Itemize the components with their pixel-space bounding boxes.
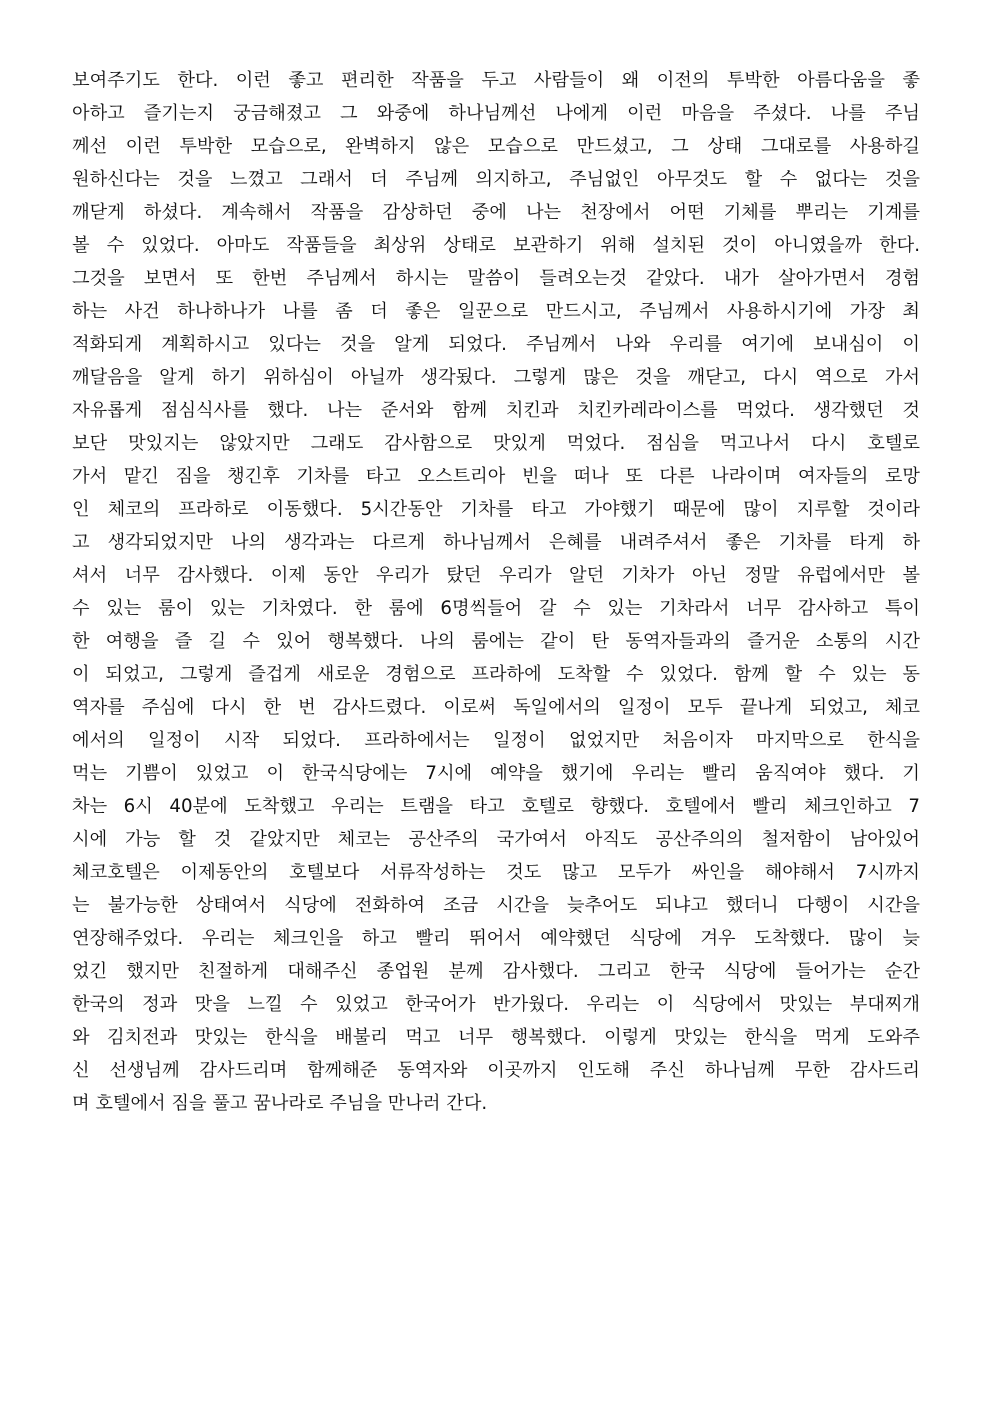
text-line: 한 여행을 즐 길 수 있어 행복했다. 나의 룸에는 같이 탄 동역자들과의 즐거운 소통의 시간	[72, 631, 920, 652]
text-line: 가서 맡긴 짐을 챙긴후 기차를 타고 오스트리아 빈을 떠나 또 다른 나라이며 여자들의 로망	[72, 466, 920, 487]
text-line: 는 불가능한 상태여서 식당에 전화하여 조금 시간을 늦추어도 되냐고 했더니 다행이 시간을	[72, 895, 920, 916]
text-line: 아하고 즐기는지 궁금해졌고 그 와중에 하나님께선 나에게 이런 마음을 주셨다. 나를 주님	[72, 103, 920, 124]
text-line: 깨닫게 하셨다. 계속해서 작품을 감상하던 중에 나는 천장에서 어떤 기체를 뿌리는 기계를	[72, 202, 920, 223]
text-line: 고 생각되었지만 나의 생각과는 다르게 하나님께서 은혜를 내려주셔서 좋은 기차를 타게 하	[72, 532, 920, 553]
text-line: 이 되었고, 그렇게 즐겁게 새로운 경험으로 프라하에 도착할 수 있었다. 함께 할 수 있는 동	[72, 664, 920, 685]
text-line: 적화되게 계획하시고 있다는 것을 알게 되었다. 주님께서 나와 우리를 여기에 보내심이 이	[72, 334, 920, 355]
text-line: 신 선생님께 감사드리며 함께해준 동역자와 이곳까지 인도해 주신 하나님께 무한 감사드리	[72, 1060, 920, 1081]
body-text	[72, 64, 920, 1120]
text-line: 보여주기도 한다. 이런 좋고 편리한 작품을 두고 사람들이 왜 이전의 투박한 아름다움을 좋	[72, 70, 920, 91]
text-line: 었긴 했지만 친절하게 대해주신 종업원 분께 감사했다. 그리고 한국 식당에 들어가는 순간	[72, 961, 920, 982]
text-line: 수 있는 룸이 있는 기차였다. 한 룸에 6명씩들어 갈 수 있는 기차라서 너무 감사하고 특이	[72, 598, 920, 619]
text-line: 자유롭게 점심식사를 했다. 나는 준서와 함께 치킨과 치킨카레라이스를 먹었다. 생각했던 것	[72, 400, 920, 421]
text-line: 와 김치전과 맛있는 한식을 배불리 먹고 너무 행복했다. 이렇게 맛있는 한식을 먹게 도와주	[72, 1027, 920, 1048]
text-line: 체코호텔은 이제동안의 호텔보다 서류작성하는 것도 많고 모두가 싸인을 해야해서 7시까지	[72, 862, 920, 883]
text-line: 차는 6시 40분에 도착했고 우리는 트램을 타고 호텔로 향했다. 호텔에서 빨리 체크인하고 7	[72, 796, 920, 817]
text-line: 하는 사건 하나하나가 나를 좀 더 좋은 일꾼으로 만드시고, 주님께서 사용하시기에 가장 최	[72, 301, 920, 322]
text-line: 볼 수 있었다. 아마도 작품들을 최상위 상태로 보관하기 위해 설치된 것이 아니였을까 한다.	[72, 235, 920, 256]
text-line: 셔서 너무 감사했다. 이제 동안 우리가 탔던 우리가 알던 기차가 아닌 정말 유럽에서만 볼	[72, 565, 920, 586]
text-line: 보단 맛있지는 않았지만 그래도 감사함으로 맛있게 먹었다. 점심을 먹고나서 다시 호텔로	[72, 433, 920, 454]
text-line: 먹는 기쁨이 있었고 이 한국식당에는 7시에 예약을 했기에 우리는 빨리 움직여야 했다. 기	[72, 763, 920, 784]
text-line: 연장해주었다. 우리는 체크인을 하고 빨리 뛰어서 예약했던 식당에 겨우 도착했다. 많이 늦	[72, 928, 920, 949]
text-line: 께선 이런 투박한 모습으로, 완벽하지 않은 모습으로 만드셨고, 그 상태 그대로를 사용하길	[72, 136, 920, 157]
text-line: 며 호텔에서 짐을 풀고 꿈나라로 주님을 만나러 간다.	[72, 1093, 488, 1114]
text-line: 깨달음을 알게 하기 위하심이 아닐까 생각됬다. 그렇게 많은 것을 깨닫고, 다시 역으로 가서	[72, 367, 920, 388]
text-line: 한국의 정과 맛을 느낄 수 있었고 한국어가 반가웠다. 우리는 이 식당에서 맛있는 부대찌개	[72, 994, 920, 1015]
text-line: 원하신다는 것을 느꼈고 그래서 더 주님께 의지하고, 주님없인 아무것도 할 수 없다는 것을	[72, 169, 920, 190]
text-line: 역자를 주심에 다시 한 번 감사드렸다. 이로써 독일에서의 일정이 모두 끝나게 되었고, 체코	[72, 697, 920, 718]
text-line: 인 체코의 프라하로 이동했다. 5시간동안 기차를 타고 가야했기 때문에 많이 지루할 것이라	[72, 499, 920, 520]
text-line: 그것을 보면서 또 한번 주님께서 하시는 말씀이 들려오는것 같았다. 내가 살아가면서 경험	[72, 268, 920, 289]
text-line: 시에 가능 할 것 같았지만 체코는 공산주의 국가여서 아직도 공산주의의 철저함이 남아있어	[72, 829, 920, 850]
text-line: 에서의 일정이 시작 되었다. 프라하에서는 일정이 없었지만 처음이자 마지막으로 한식을	[72, 730, 920, 751]
